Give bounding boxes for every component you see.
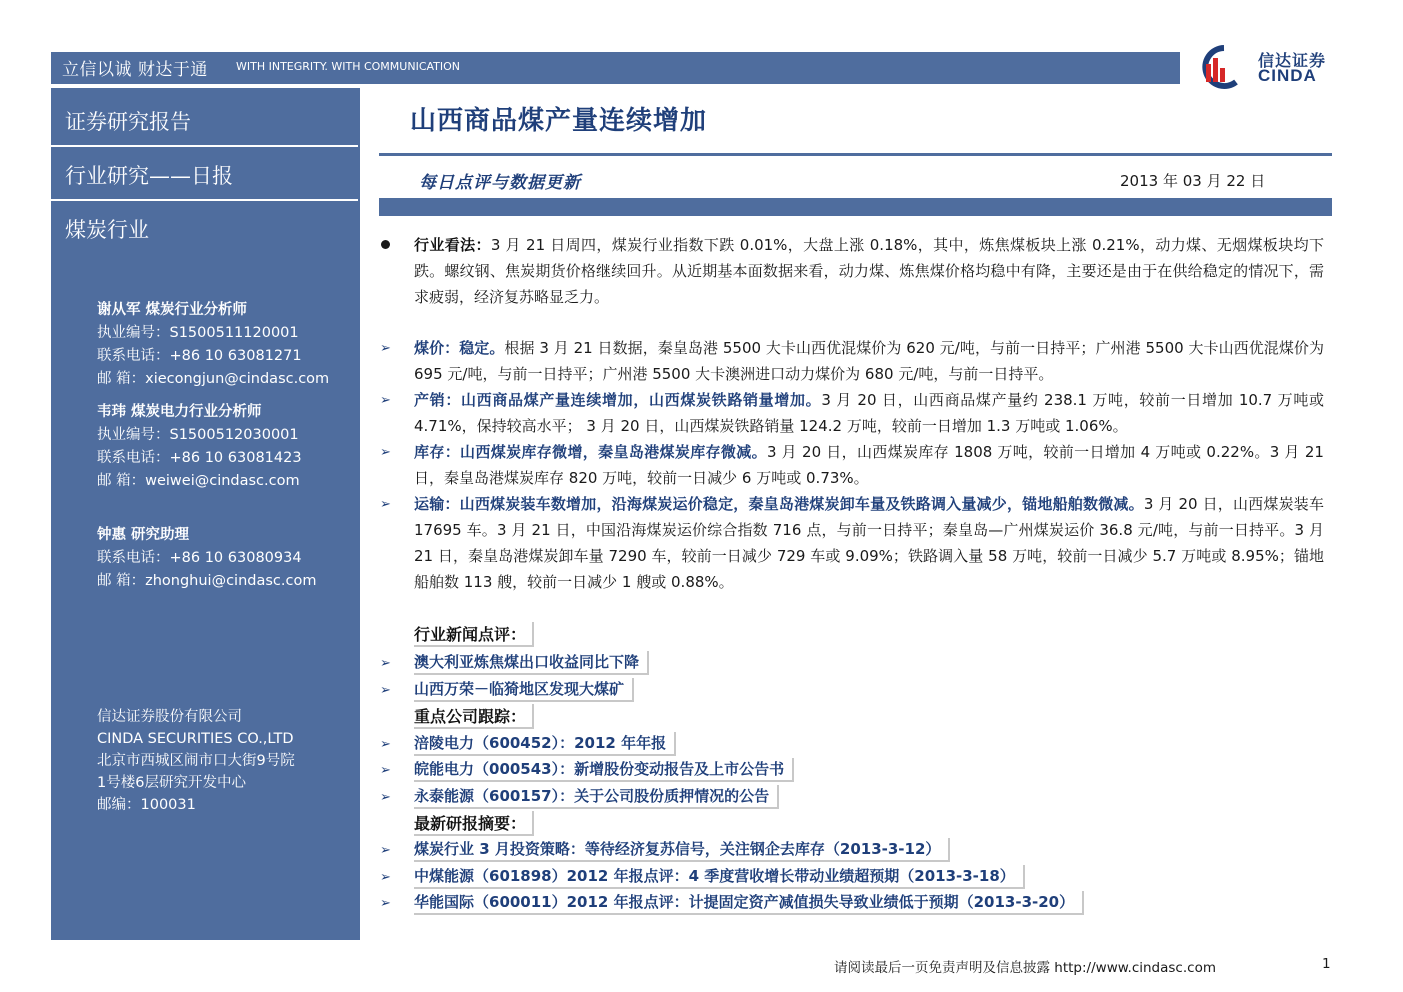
analyst-card: [97, 401, 302, 493]
sidebar-divider: [51, 199, 358, 201]
title-divider: [379, 153, 1332, 156]
point-text: 3 月 20 日，山西煤炭装车 17695 车。3 月 21 日，中国沿海煤炭运价综合指数 716 点，与前一日持平；秦皇岛—广州煤炭运价 36.8 元/吨，与前一日持平。3 月 21 日，秦皇岛港煤炭卸车量 7290 车，较前一日减少 729 车或 9.09%；铁路调入量 58 万吨，较前一日减少 5.7 万吨或 8.95%；锚地船舶数 113 艘，较前一日减少 1 艘或 0.88%。: [414, 495, 1324, 591]
tracking-section-title: 重点公司跟踪：: [414, 704, 534, 729]
arrow-bullet-icon: ➢: [380, 656, 391, 671]
point-inventory: [414, 439, 1324, 491]
analyst-name: 谢从军 煤炭行业分析师: [97, 302, 248, 318]
analyst-phone: 联系电话：+86 10 63081423: [97, 450, 302, 466]
arrow-bullet-icon: ➢: [380, 870, 391, 885]
sidebar: [51, 88, 360, 940]
slogan-cn: 立信以诚 财达于通: [62, 60, 208, 80]
header-banner: [51, 52, 1180, 84]
point-text: 根据 3 月 21 日数据，秦皇岛港 5500 大卡山西优混煤价为 620 元/吨，与前一日持平；广州港 5500 大卡山西优混煤价为 695 元/吨，与前一日持平；广州港 5500 大卡澳洲进口动力煤价为 680 元/吨，与前一日持平。: [414, 339, 1324, 383]
research-item[interactable]: 华能国际（600011）2012 年报点评：计提固定资产减值损失导致业绩低于预期（2013-3-20）: [414, 891, 1084, 915]
point-label: 产销：山西商品煤产量连续增加，山西煤炭铁路销量增加。: [414, 391, 822, 409]
analyst-license: 执业编号：S1500512030001: [97, 427, 299, 443]
company-postcode: 邮编：100031: [97, 797, 196, 813]
section-bar: [379, 198, 1332, 216]
news-item[interactable]: 澳大利亚炼焦煤出口收益同比下降: [414, 651, 649, 675]
tracking-item[interactable]: 皖能电力（000543）：新增股份变动报告及上市公告书: [414, 758, 794, 782]
arrow-bullet-icon: ➢: [380, 393, 391, 408]
point-production: [414, 387, 1324, 439]
arrow-bullet-icon: ➢: [380, 341, 391, 356]
report-subtitle: 每日点评与数据更新: [419, 173, 581, 193]
analyst-email[interactable]: 邮 箱：zhonghui@cindasc.com: [97, 573, 317, 589]
news-section-title: 行业新闻点评：: [414, 622, 534, 647]
arrow-bullet-icon: ➢: [380, 497, 391, 512]
point-label: 煤价：稳定。: [414, 339, 505, 357]
research-item[interactable]: 煤炭行业 3 月投资策略：等待经济复苏信号，关注钢企去库存（2013-3-12）: [414, 838, 950, 862]
research-section-title: 最新研报摘要：: [414, 811, 534, 836]
point-label: 运输：山西煤炭装车数增加，沿海煤炭运价稳定，秦皇岛港煤炭卸车量及铁路调入量减少，锚地船舶数微减。: [414, 495, 1144, 513]
arrow-bullet-icon: ➢: [380, 790, 391, 805]
company-address: 1号楼6层研究开发中心: [97, 775, 246, 791]
bullet-dot-icon: [381, 240, 390, 249]
arrow-bullet-icon: ➢: [380, 445, 391, 460]
company-name-en: CINDA SECURITIES CO.,LTD: [97, 731, 294, 747]
research-item[interactable]: 中煤能源（601898）2012 年报点评：4 季度营收增长带动业绩超预期（2013-3-18）: [414, 865, 1025, 889]
company-info: [97, 706, 295, 816]
arrow-bullet-icon: ➢: [380, 683, 391, 698]
arrow-bullet-icon: ➢: [380, 896, 391, 911]
arrow-bullet-icon: ➢: [380, 737, 391, 752]
industry-view-label: 行业看法：: [414, 236, 491, 254]
report-title: 山西商品煤产量连续增加: [410, 106, 708, 136]
analyst-name: 韦玮 煤炭电力行业分析师: [97, 404, 262, 420]
point-text: 3 月 20 日，山西煤炭库存 1808 万吨，较前一日增加 4 万吨或 0.22%。3 月 21 日，秦皇岛港煤炭库存 820 万吨，较前一日减少 6 万吨或 0.73%。: [414, 443, 1324, 487]
footer-disclaimer[interactable]: 请阅读最后一页免责声明及信息披露 http://www.cindasc.com: [834, 960, 1216, 976]
tracking-item[interactable]: 涪陵电力（600452）：2012 年年报: [414, 732, 676, 756]
company-address: 北京市西城区闹市口大街9号院: [97, 753, 295, 769]
report-type: 证券研究报告: [65, 110, 191, 134]
sidebar-divider: [51, 145, 358, 147]
analyst-name: 钟惠 研究助理: [97, 527, 190, 543]
logo-text-en: CINDA: [1258, 66, 1317, 85]
analyst-phone: 联系电话：+86 10 63080934: [97, 550, 302, 566]
company-name-cn: 信达证券股份有限公司: [97, 709, 242, 725]
tracking-item[interactable]: 永泰能源（600157）：关于公司股份质押情况的公告: [414, 785, 779, 809]
analyst-card: [97, 299, 329, 391]
slogan-en: WITH INTEGRITY. WITH COMMUNICATION: [236, 60, 461, 73]
industry-view: [414, 232, 1324, 310]
industry-name: 煤炭行业: [65, 218, 149, 242]
point-text: 3 月 20 日，山西商品煤产量约 238.1 万吨，较前一日增加 10.7 万吨或 4.71%，保持较高水平； 3 月 20 日，山西煤炭铁路销量 124.2 万吨，较前一日增加 1.3 万吨或 1.06%。: [414, 391, 1324, 435]
logo-text-cn: 信达证券: [1258, 51, 1327, 70]
arrow-bullet-icon: ➢: [380, 843, 391, 858]
report-date: 2013 年 03 月 22 日: [1120, 172, 1266, 190]
report-category: 行业研究——日报: [65, 164, 233, 188]
analyst-card: [97, 524, 316, 593]
industry-view-text: 3 月 21 日周四，煤炭行业指数下跌 0.01%，大盘上涨 0.18%，其中，炼焦煤板块上涨 0.21%，动力煤、无烟煤板块均下跌。螺纹钢、焦炭期货价格继续回升。从近期基本面数据来看，动力煤、炼焦煤价格均稳中有降，主要还是由于在供给稳定的情况下，需求疲弱，经济复苏略显乏力。: [414, 236, 1324, 306]
point-price: [414, 335, 1324, 387]
news-item[interactable]: 山西万荣－临猗地区发现大煤矿: [414, 678, 634, 702]
page-number: 1: [1322, 956, 1331, 972]
point-transport: [414, 491, 1324, 595]
arrow-bullet-icon: ➢: [380, 763, 391, 778]
analyst-email[interactable]: 邮 箱：xiecongjun@cindasc.com: [97, 371, 330, 387]
analyst-phone: 联系电话：+86 10 63081271: [97, 348, 302, 364]
analyst-license: 执业编号：S1500511120001: [97, 325, 299, 341]
analyst-email[interactable]: 邮 箱：weiwei@cindasc.com: [97, 473, 300, 489]
point-label: 库存：山西煤炭库存微增，秦皇岛港煤炭库存微减。: [414, 443, 767, 461]
